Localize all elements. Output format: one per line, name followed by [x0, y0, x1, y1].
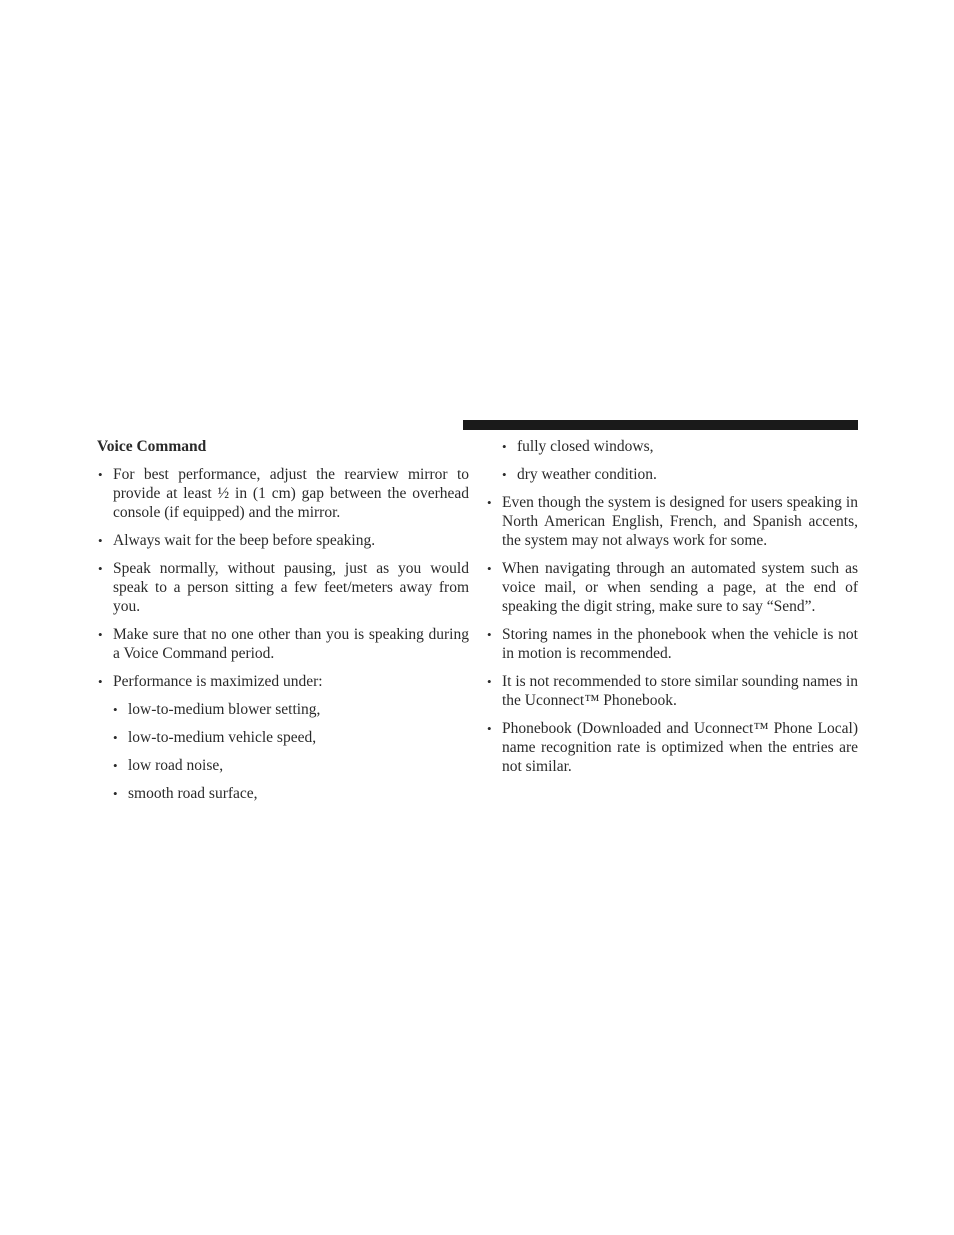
list-item: • Make sure that no one other than you is speaking during a Voice Command period.	[97, 625, 469, 663]
sub-list-item: • dry weather condition.	[486, 465, 858, 484]
list-item: • Always wait for the beep before speaking.	[97, 531, 469, 550]
section-header-bar	[463, 420, 858, 430]
list-item: • When navigating through an automated system such as voice mail, or when sending a page, at the end of speaking the digit string, make sure to say “Send”.	[486, 559, 858, 616]
right-column	[486, 437, 858, 785]
sub-list-item: • fully closed windows,	[486, 437, 858, 456]
left-bullet-list	[97, 465, 469, 803]
sub-list-item: • low-to-medium vehicle speed,	[97, 728, 469, 747]
list-item: • For best performance, adjust the rearview mirror to provide at least ½ in (1 cm) gap between the overhead console (if equipped) and the mirror.	[97, 465, 469, 522]
sub-list-item: • smooth road surface,	[97, 784, 469, 803]
sub-list-item: • low-to-medium blower setting,	[97, 700, 469, 719]
list-item: • Performance is maximized under:	[97, 672, 469, 691]
right-bullet-list	[486, 437, 858, 776]
list-item: • Even though the system is designed for users speaking in North American English, French, and Spanish accents, the system may not always work for some.	[486, 493, 858, 550]
section-heading: Voice Command	[97, 438, 207, 455]
list-item: • Speak normally, without pausing, just as you would speak to a person sitting a few feet/meters away from you.	[97, 559, 469, 616]
left-column	[97, 437, 469, 812]
list-item: • Phonebook (Downloaded and Uconnect™ Phone Local) name recognition rate is optimized when the entries are not similar.	[486, 719, 858, 776]
list-item: • It is not recommended to store similar sounding names in the Uconnect™ Phonebook.	[486, 672, 858, 710]
list-item: • Storing names in the phonebook when the vehicle is not in motion is recommended.	[486, 625, 858, 663]
sub-list-item: • low road noise,	[97, 756, 469, 775]
